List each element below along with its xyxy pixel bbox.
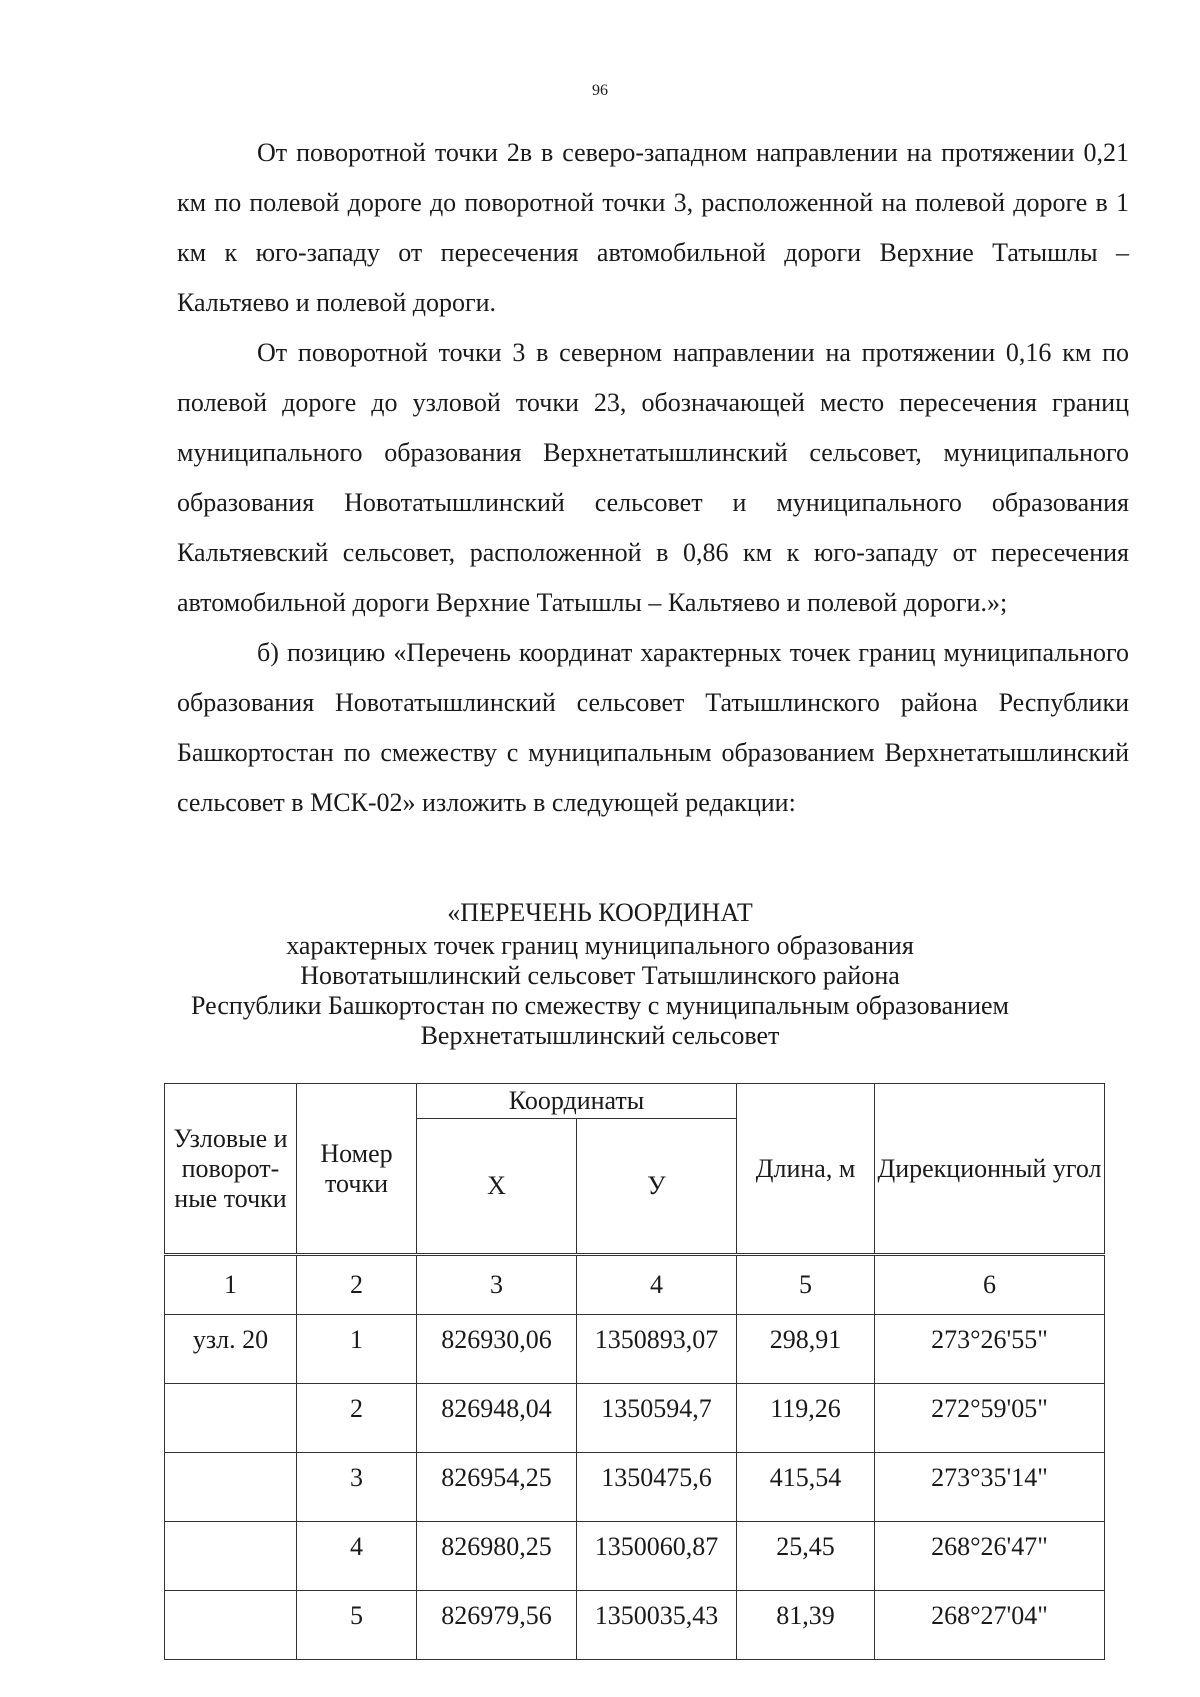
column-number: 1 (165, 1255, 297, 1315)
cell-angle: 268°26'47" (875, 1522, 1105, 1591)
cell-num: 1 (297, 1315, 417, 1384)
cell-angle: 268°27'04" (875, 1591, 1105, 1660)
column-number: 4 (577, 1255, 737, 1315)
cell-length: 119,26 (737, 1384, 875, 1453)
column-number: 6 (875, 1255, 1105, 1315)
paragraph-2: От поворотной точки 3 в северном направлении на протяжении 0,16 км по полевой дороге до узловой точки 23, обозначающей место пересечения границ муниципального образования Верхнетатышлинский сельсовет, муниципального образования Новотатышлинский сельсовет и муниципального образования Кальтяевский сельсовет, расположенной в 0,86 км к юго-западу от пересечения автомобильной дороги Верхние Татышлы – Кальтяево и полевой дороги.»; (177, 338, 1129, 617)
cell-x: 826954,25 (417, 1453, 577, 1522)
cell-x: 826979,56 (417, 1591, 577, 1660)
cell-y: 1350893,07 (577, 1315, 737, 1384)
cell-num: 4 (297, 1522, 417, 1591)
cell-angle: 273°35'14" (875, 1453, 1105, 1522)
body-text (177, 128, 1129, 828)
header-y: У (577, 1119, 737, 1255)
heading-line-4: Республики Башкортостан по смежеству с муниципальным образованием (191, 991, 1009, 1020)
cell-node (165, 1453, 297, 1522)
heading-line-3: Новотатышлинский сельсовет Татышлинского района (300, 961, 900, 990)
cell-length: 81,39 (737, 1591, 875, 1660)
paragraph-3: б) позицию «Перечень координат характерных точек границ муниципального образования Новотатышлинский сельсовет Татышлинского района Республики Башкортостан по смежеству с муниципальным образованием Верхнетатышлинский сельсовет в МСК-02» изложить в следующей редакции: (177, 638, 1129, 817)
header-angle: Дирекционный угол (875, 1084, 1105, 1255)
paragraph-1: От поворотной точки 2в в северо-западном направлении на протяжении 0,21 км по полевой дороге до поворотной точки 3, расположенной на полевой дороге в 1 км к юго-западу от пересечения автомобильной дороги Верхние Татышлы – Кальтяево и полевой дороги. (177, 138, 1129, 317)
column-number: 3 (417, 1255, 577, 1315)
table-row (165, 1453, 1105, 1522)
cell-angle: 273°26'55" (875, 1315, 1105, 1384)
column-number-row (165, 1255, 1105, 1315)
heading-line-5: Верхнетатышлинский сельсовет (420, 1021, 780, 1050)
cell-y: 1350060,87 (577, 1522, 737, 1591)
cell-num: 5 (297, 1591, 417, 1660)
coordinates-table (164, 1083, 1105, 1660)
table-row (165, 1315, 1105, 1384)
cell-x: 826980,25 (417, 1522, 577, 1591)
cell-node (165, 1384, 297, 1453)
cell-node (165, 1522, 297, 1591)
cell-num: 3 (297, 1453, 417, 1522)
cell-y: 1350594,7 (577, 1384, 737, 1453)
cell-node: узл. 20 (165, 1315, 297, 1384)
header-length: Длина, м (737, 1084, 875, 1255)
column-number: 5 (737, 1255, 875, 1315)
cell-length: 298,91 (737, 1315, 875, 1384)
column-number: 2 (297, 1255, 417, 1315)
table-row (165, 1591, 1105, 1660)
heading-line-2: характерных точек границ муниципального образования (286, 931, 914, 960)
cell-node (165, 1591, 297, 1660)
header-nodes: Узловые и поворот-ные точки (165, 1084, 297, 1255)
heading-line-1: «ПЕРЕЧЕНЬ КООРДИНАТ (447, 898, 753, 927)
cell-y: 1350035,43 (577, 1591, 737, 1660)
header-x: X (417, 1119, 577, 1255)
cell-num: 2 (297, 1384, 417, 1453)
cell-angle: 272°59'05" (875, 1384, 1105, 1453)
cell-length: 415,54 (737, 1453, 875, 1522)
cell-x: 826948,04 (417, 1384, 577, 1453)
header-coordinates: Координаты (417, 1084, 737, 1119)
table-row (165, 1522, 1105, 1591)
header-point-number: Номер точки (297, 1084, 417, 1255)
page-number: 96 (592, 82, 608, 99)
cell-x: 826930,06 (417, 1315, 577, 1384)
cell-y: 1350475,6 (577, 1453, 737, 1522)
table-heading (0, 898, 1200, 1051)
table-row (165, 1384, 1105, 1453)
cell-length: 25,45 (737, 1522, 875, 1591)
